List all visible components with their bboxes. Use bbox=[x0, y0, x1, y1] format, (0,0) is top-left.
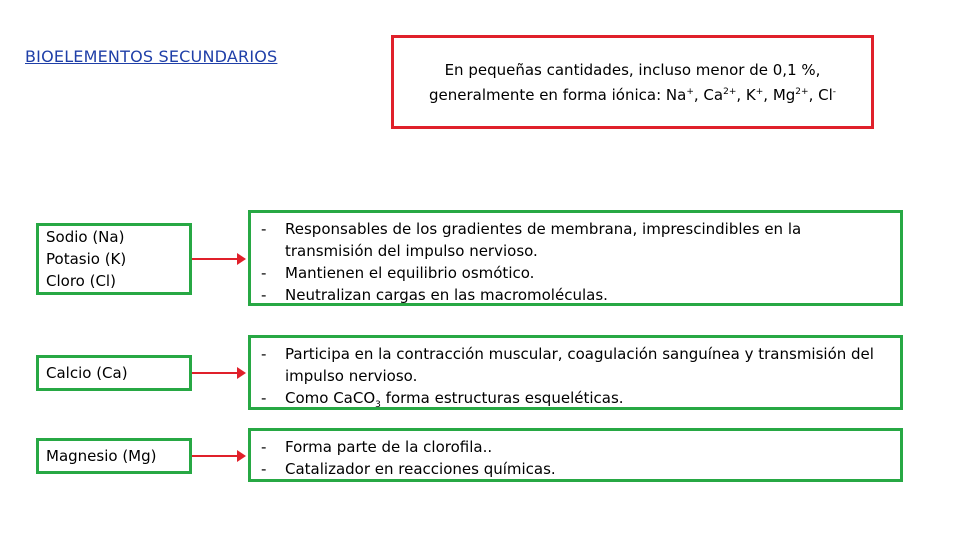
function-box-na-k-cl bbox=[248, 210, 903, 306]
element-label: Potasio (K) bbox=[46, 250, 127, 268]
element-box-na-k-cl bbox=[36, 223, 192, 295]
arrow-right-icon bbox=[192, 372, 244, 374]
info-line-1: En pequeñas cantidades, incluso menor de 0,1 %, bbox=[444, 60, 821, 79]
info-line-2: generalmente en forma iónica: Na+, $Ca^{2+}$, K+, $Mg^{2+}$, Cl- bbox=[428, 85, 837, 104]
arrow-right-icon bbox=[192, 455, 244, 457]
function-item: - Responsables de los gradientes de membrana, imprescindibles en la transmisión del impulso nervioso. bbox=[261, 218, 892, 262]
function-box-ca bbox=[248, 335, 903, 410]
element-box-mg bbox=[36, 438, 192, 474]
element-box-ca bbox=[36, 355, 192, 391]
function-item: - Neutralizan cargas en las macromoléculas. bbox=[261, 284, 892, 306]
function-item: - Como CaCO$_3$ forma estructuras esqueléticas. bbox=[261, 387, 892, 416]
function-item: - Mantienen el equilibrio osmótico. bbox=[261, 262, 892, 284]
arrow-right-icon bbox=[192, 258, 244, 260]
page-title: BIOELEMENTOS SECUNDARIOS bbox=[25, 47, 278, 66]
element-label: Cloro (Cl) bbox=[46, 272, 116, 290]
info-box bbox=[391, 35, 874, 129]
element-label: Sodio (Na) bbox=[46, 228, 125, 246]
element-label: Magnesio (Mg) bbox=[46, 447, 157, 465]
function-item: - Forma parte de la clorofila.. bbox=[261, 436, 892, 458]
element-label: Calcio (Ca) bbox=[46, 364, 128, 382]
function-box-mg bbox=[248, 428, 903, 482]
function-item: - Catalizador en reacciones químicas. bbox=[261, 458, 892, 480]
function-item: - Participa en la contracción muscular, coagulación sanguínea y transmisión del impulso nervioso. bbox=[261, 343, 892, 387]
